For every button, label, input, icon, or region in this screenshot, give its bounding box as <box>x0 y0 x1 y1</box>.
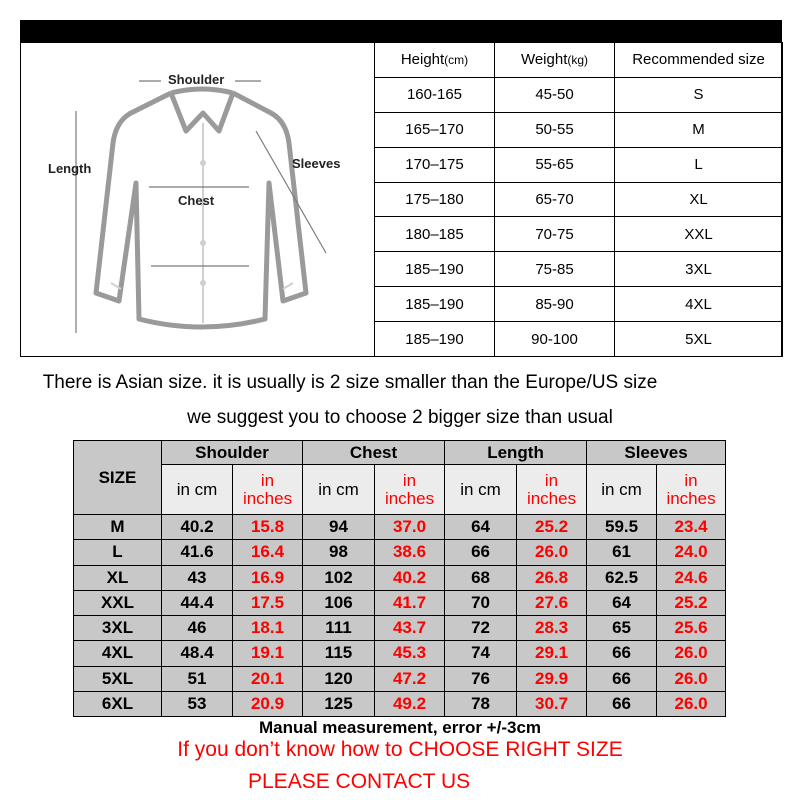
rec-row <box>375 322 783 357</box>
size-sleeves-cm-cell: 66 <box>587 666 657 691</box>
size-chest-cm-cell: 102 <box>303 565 375 590</box>
size-length-in-cell: 29.1 <box>517 641 587 666</box>
size-sleeves-cm-cell: 65 <box>587 616 657 641</box>
size-row <box>74 616 726 641</box>
size-length-cm-cell: 76 <box>445 666 517 691</box>
measurement-note: Manual measurement, error +/-3cm <box>258 718 542 737</box>
weight-header: Weight(kg) <box>495 43 615 78</box>
size-sleeves-in-cell: 24.0 <box>657 540 726 565</box>
size-chest-in-cell: 40.2 <box>375 565 445 590</box>
header-bar <box>20 20 782 42</box>
shoulder-label: Shoulder <box>168 72 225 87</box>
size-chest-in-cell: 45.3 <box>375 641 445 666</box>
size-length-in-cell: 29.9 <box>517 666 587 691</box>
size-chest-in-cell: 43.7 <box>375 616 445 641</box>
size-size-cell: XL <box>74 565 162 590</box>
rec-size-cell: L <box>615 147 783 182</box>
size-shoulder-in-cell: 15.8 <box>233 515 303 540</box>
size-length-in-cell: 28.3 <box>517 616 587 641</box>
size-size-cell: 4XL <box>74 641 162 666</box>
size-row <box>74 666 726 691</box>
sleeves-header: Sleeves <box>587 441 726 465</box>
rec-height-cell: 185–190 <box>375 287 495 322</box>
rec-weight-cell: 90-100 <box>495 322 615 357</box>
size-length-cm-cell: 64 <box>445 515 517 540</box>
rec-weight-cell: 75-85 <box>495 252 615 287</box>
size-sleeves-in-cell: 24.6 <box>657 565 726 590</box>
size-length-cm-cell: 74 <box>445 641 517 666</box>
chest-label: Chest <box>178 193 215 208</box>
rec-row <box>375 77 783 112</box>
rec-height-cell: 165–170 <box>375 112 495 147</box>
size-length-cm-cell: 78 <box>445 691 517 716</box>
rec-weight-cell: 70-75 <box>495 217 615 252</box>
size-sleeves-in-cell: 26.0 <box>657 666 726 691</box>
size-sleeves-cm-cell: 59.5 <box>587 515 657 540</box>
size-group-header-row <box>74 441 726 465</box>
length-label: Length <box>48 161 92 176</box>
size-shoulder-cm-cell: 53 <box>162 691 233 716</box>
size-sleeves-in-cell: 23.4 <box>657 515 726 540</box>
size-shoulder-in-cell: 20.9 <box>233 691 303 716</box>
size-chest-in-cell: 37.0 <box>375 515 445 540</box>
rec-row <box>375 252 783 287</box>
size-sleeves-in-cell: 26.0 <box>657 691 726 716</box>
size-chest-in-cell: 38.6 <box>375 540 445 565</box>
rec-row <box>375 217 783 252</box>
rec-weight-cell: 50-55 <box>495 112 615 147</box>
size-shoulder-cm-cell: 41.6 <box>162 540 233 565</box>
sleeves-inches-header: in inches <box>657 465 726 515</box>
unit-header-row <box>74 465 726 515</box>
size-length-cm-cell: 68 <box>445 565 517 590</box>
rec-size-cell: XXL <box>615 217 783 252</box>
size-header: SIZE <box>74 441 162 515</box>
size-row <box>74 691 726 716</box>
size-shoulder-in-cell: 19.1 <box>233 641 303 666</box>
size-shoulder-cm-cell: 48.4 <box>162 641 233 666</box>
rec-size-cell: S <box>615 77 783 112</box>
size-chest-in-cell: 49.2 <box>375 691 445 716</box>
size-size-cell: 3XL <box>74 616 162 641</box>
size-sleeves-in-cell: 25.2 <box>657 590 726 615</box>
size-shoulder-cm-cell: 44.4 <box>162 590 233 615</box>
rec-height-cell: 160-165 <box>375 77 495 112</box>
rec-weight-cell: 65-70 <box>495 182 615 217</box>
rec-row <box>375 112 783 147</box>
size-size-cell: 5XL <box>74 666 162 691</box>
rec-header-row <box>375 43 783 78</box>
size-shoulder-in-cell: 20.1 <box>233 666 303 691</box>
height-header: Height(cm) <box>375 43 495 78</box>
size-shoulder-cm-cell: 43 <box>162 565 233 590</box>
sleeves-label: Sleeves <box>292 156 341 171</box>
size-sleeves-cm-cell: 62.5 <box>587 565 657 590</box>
size-shoulder-in-cell: 16.4 <box>233 540 303 565</box>
contact-line-1: If you don’t know how to CHOOSE RIGHT SIZE <box>177 738 623 761</box>
rec-row <box>375 182 783 217</box>
size-shoulder-cm-cell: 51 <box>162 666 233 691</box>
rec-height-cell: 180–185 <box>375 217 495 252</box>
size-row <box>74 565 726 590</box>
size-shoulder-in-cell: 17.5 <box>233 590 303 615</box>
size-sleeves-cm-cell: 64 <box>587 590 657 615</box>
size-chest-cm-cell: 125 <box>303 691 375 716</box>
rec-weight-cell: 45-50 <box>495 77 615 112</box>
rec-weight-cell: 55-65 <box>495 147 615 182</box>
size-chest-cm-cell: 106 <box>303 590 375 615</box>
size-sleeves-cm-cell: 66 <box>587 691 657 716</box>
length-cm-header: in cm <box>445 465 517 515</box>
size-shoulder-in-cell: 18.1 <box>233 616 303 641</box>
contact-line-2: PLEASE CONTACT US <box>248 770 471 793</box>
size-length-in-cell: 26.0 <box>517 540 587 565</box>
size-chest-cm-cell: 115 <box>303 641 375 666</box>
size-chest-cm-cell: 120 <box>303 666 375 691</box>
shoulder-cm-header: in cm <box>162 465 233 515</box>
rec-size-cell: 5XL <box>615 322 783 357</box>
rec-size-cell: 3XL <box>615 252 783 287</box>
size-length-in-cell: 30.7 <box>517 691 587 716</box>
size-shoulder-cm-cell: 46 <box>162 616 233 641</box>
shirt-diagram <box>21 43 373 356</box>
size-row <box>74 590 726 615</box>
size-length-cm-cell: 66 <box>445 540 517 565</box>
size-chest-cm-cell: 94 <box>303 515 375 540</box>
rec-height-cell: 170–175 <box>375 147 495 182</box>
size-chest-in-cell: 47.2 <box>375 666 445 691</box>
size-length-cm-cell: 72 <box>445 616 517 641</box>
size-row <box>74 540 726 565</box>
recommended-size-header: Recommended size <box>615 43 783 78</box>
length-inches-header: in inches <box>517 465 587 515</box>
size-sleeves-in-cell: 26.0 <box>657 641 726 666</box>
size-chest-in-cell: 41.7 <box>375 590 445 615</box>
size-row <box>74 641 726 666</box>
size-length-cm-cell: 70 <box>445 590 517 615</box>
rec-weight-cell: 85-90 <box>495 287 615 322</box>
rec-height-cell: 175–180 <box>375 182 495 217</box>
shoulder-inches-header: in inches <box>233 465 303 515</box>
shoulder-header: Shoulder <box>162 441 303 465</box>
sleeves-cm-header: in cm <box>587 465 657 515</box>
rec-size-cell: 4XL <box>615 287 783 322</box>
rec-height-cell: 185–190 <box>375 322 495 357</box>
rec-size-cell: M <box>615 112 783 147</box>
size-length-in-cell: 26.8 <box>517 565 587 590</box>
size-sleeves-cm-cell: 61 <box>587 540 657 565</box>
asian-size-note: There is Asian size. it is usually is 2 size smaller than the Europe/US size <box>42 372 658 393</box>
rec-row <box>375 147 783 182</box>
length-header: Length <box>445 441 587 465</box>
rec-row <box>375 287 783 322</box>
size-shoulder-in-cell: 16.9 <box>233 565 303 590</box>
size-size-cell: 6XL <box>74 691 162 716</box>
size-size-cell: XXL <box>74 590 162 615</box>
size-length-in-cell: 25.2 <box>517 515 587 540</box>
chest-cm-header: in cm <box>303 465 375 515</box>
rec-height-cell: 185–190 <box>375 252 495 287</box>
size-size-cell: L <box>74 540 162 565</box>
rec-size-cell: XL <box>615 182 783 217</box>
chest-inches-header: in inches <box>375 465 445 515</box>
size-sleeves-cm-cell: 66 <box>587 641 657 666</box>
size-chart-table <box>73 440 726 717</box>
suggest-note: we suggest you to choose 2 bigger size than usual <box>187 407 613 428</box>
size-chest-cm-cell: 98 <box>303 540 375 565</box>
chest-header: Chest <box>303 441 445 465</box>
size-shoulder-cm-cell: 40.2 <box>162 515 233 540</box>
size-sleeves-in-cell: 25.6 <box>657 616 726 641</box>
size-row <box>74 515 726 540</box>
size-size-cell: M <box>74 515 162 540</box>
size-length-in-cell: 27.6 <box>517 590 587 615</box>
size-chest-cm-cell: 111 <box>303 616 375 641</box>
recommended-size-table <box>374 42 783 357</box>
